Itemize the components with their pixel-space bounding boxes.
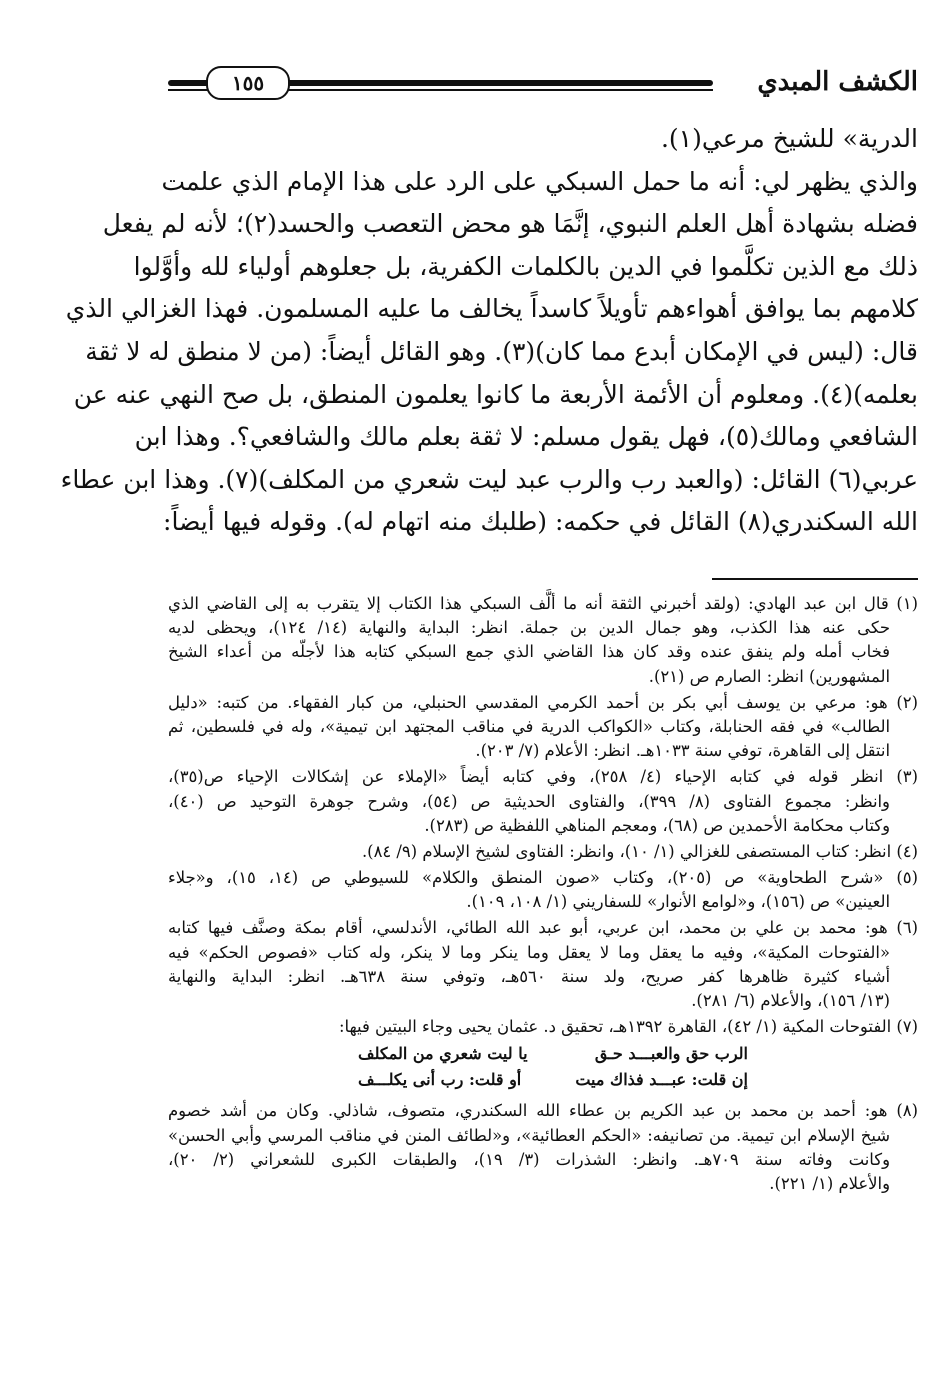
body-line: الدرية» للشيخ مرعي(١).	[660, 124, 918, 153]
main-text	[60, 118, 918, 544]
verse-1-first-hemistich: الرب حق والعبـــد حـق	[594, 1044, 748, 1064]
body-line: قال: (ليس في الإمكان أبدع مما كان)(٣). وهو القائل أيضاً: (من لا منطق له لا ثقة	[85, 336, 918, 366]
body-line: الله السكندري(٨) القائل في حكمه: (طلبك منه اتهام له). وقوله فيها أيضاً:	[163, 507, 918, 537]
footnotes	[168, 592, 918, 1198]
footnote-line: حكى عنه هذا الكذب، وهو جمال الدين بن جملة. انظر: البداية والنهاية (١٤/ ١٢٤)، ويحظى لديه	[168, 618, 891, 638]
footnote-line: (٧) الفتوحات المكية (١/ ٤٢)، القاهرة ١٣٩٢هـ، تحقيق د. عثمان يحيى وجاء البيتين فيها:	[338, 1017, 918, 1037]
footnote-line: وانظر: مجموع الفتاوى (٨/ ٣٩٩)، والفتاوى الحديثية ص (٥٤)، وشرح جوهرة التوحيد ص (٤٠)،	[168, 791, 890, 811]
footnote-5	[168, 866, 918, 914]
footnote-line: شيخ الإسلام ابن تيمية. من تصانيفه: «الحكم العطائية»، و«لطائف المنن في مناقب المرسي وأبي الحسن»	[168, 1125, 890, 1145]
footnote-3	[168, 765, 918, 838]
footnote-line: (١٣/ ١٥٦)، والأعلام (٦/ ٢٨١).	[691, 991, 890, 1010]
footnote-line: (٣) انظر قوله في كتابه الإحياء (٤/ ٢٥٨)، وفي كتابه أيضاً «الإملاء عن إشكالات الإحياء ص(٣٥)،	[168, 767, 919, 787]
body-line: كلامهم بما يوافق أهواءهم تأويلاً كاسداً يخالف ما عليه المسلمون. فهذا الغزالي الذي	[65, 294, 918, 324]
verse-1-second-hemistich: يا ليت شعري من المكلف	[358, 1044, 528, 1064]
footnote-2	[168, 691, 918, 764]
footnote-line: أشياء كثيرة ظاهرها كفر صريح، ولد سنة ٥٦٠هـ، وتوفي سنة ٦٣٨هـ. انظر: البداية والنهاية	[168, 966, 890, 986]
page-number: ١٥٥	[206, 66, 290, 100]
footnote-line: «الفتوحات المكية»، وفيه ما يعقل وما لا يعقل وما ينكر وما لا ينكر، وله كتاب «فصوص الحكم» فيه	[168, 942, 890, 962]
body-line: الشافعي ومالك(٥)، فهل يقول مسلم: لا ثقة بعلم مالك والشافعي؟. وهذا ابن	[134, 422, 918, 452]
footnote-line: المشهورين) انظر: الصارم ص (٢١).	[648, 666, 890, 686]
footnote-line: وكانت وفاته سنة ٧٠٩هـ. وانظر: الشذرات (٣/ ١٩)، والطبقات الكبرى للشعراني (٢/ ٢٠)،	[168, 1149, 891, 1169]
footnote-line: (١) قال ابن عبد الهادي: (ولقد أخبرني الثقة أنه ما ألَّف السبكي هذا الكتاب إلا يتقرب به إلى القاضي الذي	[168, 594, 918, 613]
footnote-line: الطالب» في فقه الحنابلة، وكتاب «الكواكب الدرية في مناقب المجتهد ابن تيمية»، وله في فلسطين، ثم	[168, 716, 890, 736]
poem-verses	[168, 1041, 918, 1095]
footnote-separator	[712, 578, 918, 580]
footnote-line: العينين» ص (١٥٦)، و«لوامع الأنوار» للسفاريني (١/ ١٠٨، ١٠٩).	[466, 892, 890, 912]
body-line: فضله بشهادة أهل العلم النبوي، إنَّمَا هو محض التعصب والحسد(٢)؛ لأنه لم يفعل	[102, 209, 918, 239]
footnote-line: انتقل إلى القاهرة، توفي سنة ١٠٣٣هـ. انظر: الأعلام (٧/ ٢٠٣).	[475, 741, 890, 761]
body-line: عربي(٦) القائل: (والعبد رب والرب عبد ليت شعري من المكلف)(٧). وهذا ابن عطاء	[60, 464, 918, 494]
footnote-1	[168, 592, 918, 689]
verse-2-first-hemistich: إن قلت: عبـــد فذاك ميت	[575, 1070, 748, 1090]
footnote-line: وكتاب محكامة الأحمدين ص (٦٨)، ومعجم المناهي اللفظية ص (٢٨٣).	[424, 815, 890, 835]
footnote-line: (٦) هو: محمد بن علي بن محمد، ابن عربي، أبو عبد الله الطائي، الأندلسي، أقام بمكة وصنَّف فيها كتابه	[168, 918, 918, 938]
body-line: ذلك مع الذين تكلَّموا في الدين بالكلمات الكفرية، بل جعلوهم أولياء لله وأوَّلوا	[133, 251, 918, 281]
book-title: الكشف المبدي	[757, 67, 918, 97]
footnote-line: (٥) «شرح الطحاوية» ص (٢٠٥)، وكتاب «صون المنطق والكلام» للسيوطي ص (١٤، ١٥)، و«جلاء	[168, 868, 918, 888]
footnote-8	[168, 1099, 918, 1196]
verse-2-second-hemistich: أو قلت: رب أنى يكلـــف	[358, 1070, 522, 1090]
footnote-6	[168, 916, 918, 1013]
footnote-line: (٢) هو: مرعي بن يوسف أبي بكر بن أحمد الكرمي المقدسي الحنبلي، من كبار الفقهاء. من كتبه: «دليل	[168, 692, 918, 712]
body-line: والذي يظهر لي: أنه ما حمل السبكي على الرد على هذا الإمام الذي علمت	[161, 166, 918, 196]
footnote-line: والأعلام (١/ ٢٢١).	[769, 1173, 890, 1193]
page-header	[168, 62, 918, 104]
footnote-line: (٨) هو: أحمد بن محمد بن عبد الكريم بن عطاء الله السكندري، متصوف، شاذلي. وكان من أشد خصوم	[168, 1101, 918, 1121]
body-line: بعلمه)(٤). ومعلوم أن الأئمة الأربعة ما كانوا يعلمون المنطق، بل صح النهي عنه عن	[73, 379, 918, 409]
footnote-line: فخاب أمله ولم ينفق عنده وقد كان هذا القاضي الذي جمع السبكي كتابه هذا لأجلّه من أعداء الشيخ	[168, 642, 890, 662]
footnote-4	[168, 840, 918, 864]
footnote-7	[168, 1015, 918, 1095]
footnote-line: (٤) انظر: كتاب المستصفى للغزالي (١/ ١٠)، وانظر: الفتاوى لشيخ الإسلام (٩/ ٨٤).	[361, 841, 918, 861]
